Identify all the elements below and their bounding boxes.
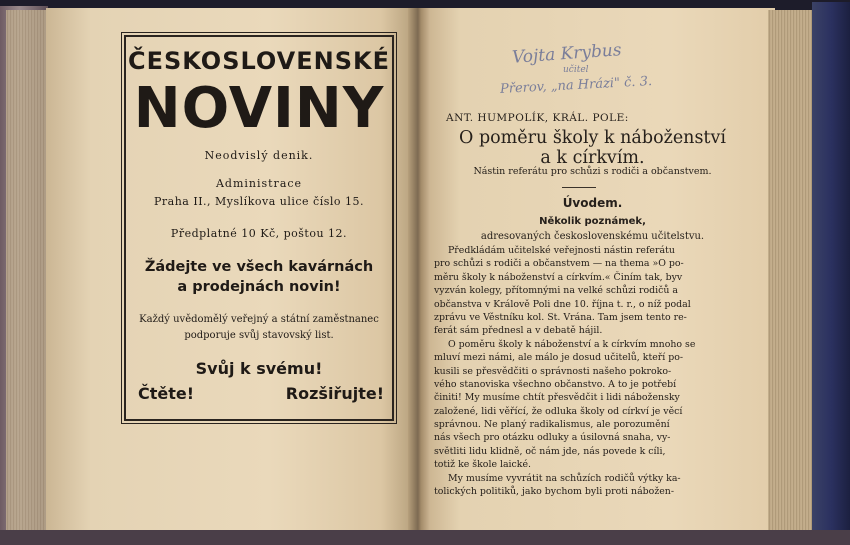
ad-support-line2: podporuje svůj stavovský list.	[184, 330, 334, 341]
body-line: světliti lidu klidně, oč nám jde, nás povede k cíli,	[434, 445, 666, 457]
owner-stamp-role: učitel	[563, 65, 589, 75]
body-line: správnou. Ne planý radikalismus, ale porozumění	[434, 419, 670, 431]
owner-stamp-name: Vojta Krybus	[511, 40, 623, 68]
body-line: mluví mezi námi, ale málo je dosud učitelů, kteří po-	[434, 352, 684, 364]
right-cover	[812, 2, 850, 545]
body-line: totiž ke škole laické.	[434, 459, 532, 471]
book-gutter	[408, 8, 430, 532]
article-author: ANT. HUMPOLÍK, KRÁL. POLE:	[446, 112, 629, 124]
ad-slogan: Svůj k svému!	[195, 359, 323, 378]
ad-promo-line1: Žádejte ve všech kavárnách	[144, 259, 374, 275]
article-title-line1: O poměru školy k náboženství	[459, 128, 726, 148]
owner-stamp-address: Přerov, „na Hrázi" č. 3.	[499, 74, 653, 97]
body-line: občanstva v Králově Poli dne 10. října t. r., o níž podal	[434, 298, 691, 310]
ad-subscription-price: Předplatné 10 Kč, poštou 12.	[170, 227, 348, 240]
body-line: O poměru školy k náboženství a k církvím mnoho se	[448, 338, 696, 350]
article-subtitle: Nástin referátu pro schůzi s rodiči a občanstvem.	[473, 166, 712, 177]
body-line: kusili se přesvědčiti o správnosti našeho pokroko-	[434, 365, 672, 377]
ad-administration-address: Praha II., Myslíkova ulice číslo 15.	[154, 195, 364, 208]
article-title-line2: a k církvím.	[540, 148, 645, 168]
newspaper-advertisement	[124, 35, 394, 421]
body-line: tolických politiků, jako bychom byli proti nábožen-	[434, 486, 675, 498]
ad-brand-line2: NOVINY	[133, 76, 385, 141]
body-line: vého stanoviska všechno občanstvo. A to je potřebí	[434, 378, 677, 390]
body-line: ferát sám přednesl a v debatě hájil.	[434, 325, 603, 337]
addressee-line: adresovaných československému učitelstvu.	[480, 231, 705, 242]
ad-promo-line2: a prodejnách novin!	[177, 279, 341, 295]
body-line: pro schůzi s rodiči a občanstvem — na thema »O po-	[434, 258, 684, 270]
body-line: měru školy k náboženství a církvím.« Činím tak, byv	[434, 271, 683, 283]
divider-rule	[562, 187, 596, 188]
body-line: My musíme vyvrátit na schůzích rodičů výtky ka-	[448, 472, 681, 484]
section-heading: Úvodem.	[562, 196, 623, 210]
body-line: zprávu ve Věstníku kol. St. Vrána. Tam jsem tento re-	[434, 311, 687, 323]
body-line: činiti! My musíme chtít přesvědčit i lidi nábožensky	[434, 392, 680, 404]
body-line: nás všech pro otázku odluky a úsilovná snaha, vy-	[434, 432, 671, 444]
ad-administration-heading: Administrace	[215, 177, 303, 190]
left-page-edges	[6, 10, 50, 530]
ad-spread: Rozšiřujte!	[285, 384, 384, 403]
sub-heading: Několik poznámek,	[539, 216, 646, 227]
ad-read: Čtěte!	[138, 384, 195, 403]
right-page-edges	[768, 10, 814, 532]
ad-tagline: Neodvislý denik.	[204, 149, 314, 162]
body-line: vyzván kolegy, přítomnými na velké schůzi rodičů a	[434, 285, 678, 297]
ad-support-line1: Každý uvědomělý veřejný a státní zaměstnanec	[139, 314, 379, 325]
body-line: Předkládám učitelské veřejnosti nástin referátu	[448, 245, 675, 256]
ad-brand-line1: ČESKOSLOVENSKÉ	[127, 47, 391, 75]
article-body	[434, 244, 720, 498]
bottom-edge	[0, 530, 850, 545]
body-line: založené, lidi věřící, že odluka školy od církví je věcí	[434, 405, 683, 417]
